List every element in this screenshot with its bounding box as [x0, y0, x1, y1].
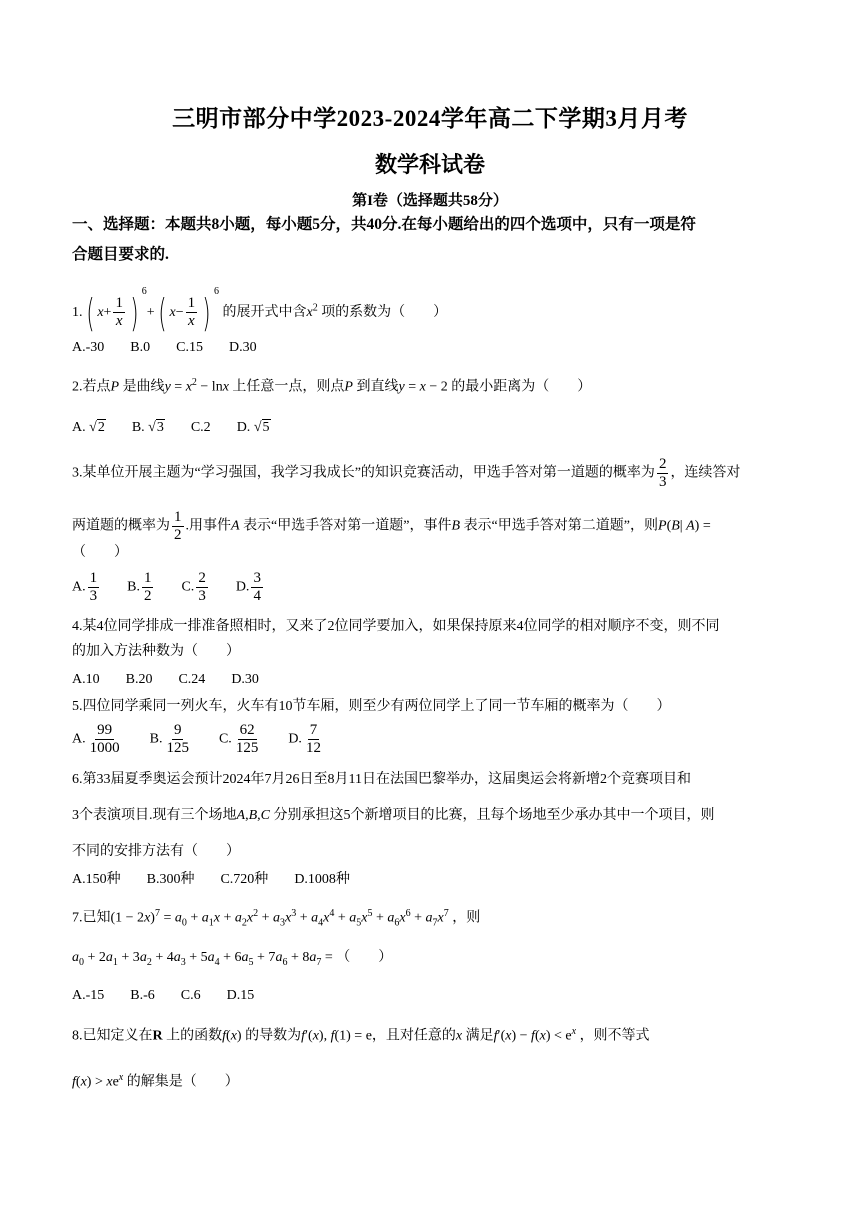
section-heading-line2: 合题目要求的. — [72, 246, 169, 263]
question-5-line1: 5.四位同学乘同一列火车，火车有10节车厢，则至少有两位同学上了同一节车厢的概率为（ ） — [72, 699, 671, 714]
option-a: A.150种 — [72, 872, 121, 887]
option-c: C.24 — [178, 672, 206, 687]
option-c: C.6 — [180, 988, 201, 1003]
question-3-line2: 两道题的概率为 $\frac{1}{2}$ .用事件A 表示“甲选手答对第一道题”，事件B 表示“甲选手答对第二道题”，则P(B| A) = — [72, 509, 711, 543]
option-d: D.30 — [231, 672, 259, 687]
question-2: 2.若点P 是曲线$y = x^2 - \ln x$ 上任意一点，则点P 到直线y = x − 2 的最小距离为（ ） — [72, 377, 592, 395]
option-a: A.-30 — [72, 340, 105, 355]
option-b: B. $\frac{9}{125}$ — [149, 722, 189, 756]
option-d: D. $\frac{7}{12}$ — [288, 722, 321, 756]
option-d: D. √5 — [236, 420, 270, 435]
question-7-line2: $a_0 + 2a_1 + 3a_2 + 4a_3 + 5a_4 + 6a_5 + 7a_6 + 8a_7$ = （ ） — [72, 950, 393, 968]
option-b: B.-6 — [130, 988, 155, 1003]
option-c: C.720种 — [220, 872, 269, 887]
question-6-options — [72, 870, 792, 890]
question-3-line1: 3.某单位开展主题为“学习强国，我学习我成长”的知识竞赛活动，甲选手答对第一道题的概率为 $\frac{2}{3}$ ，连续答对 — [72, 456, 741, 490]
question-7-options — [72, 986, 792, 1006]
option-c: C.2 — [190, 420, 211, 435]
section-heading — [72, 210, 792, 270]
option-a: A. $\frac{1}{3}$ — [72, 570, 98, 604]
option-c: C. $\frac{62}{125}$ — [218, 722, 259, 756]
option-c: C.15 — [176, 340, 203, 355]
option-a: A. $\frac{99}{1000}$ — [72, 722, 120, 756]
option-d: D. $\frac{3}{4}$ — [235, 570, 261, 604]
question-3-line3: （ ） — [72, 545, 128, 560]
question-1: 1.( x+ $\frac{1}{x}$ ) $^6$+( x− $\frac{1}{x}$ ) $^6$ 的展开式中含$x^2$ 项的系数为（ ） — [72, 286, 448, 335]
option-b: B.300种 — [146, 872, 195, 887]
option-b: B.0 — [130, 340, 151, 355]
exam-subtitle: 数学科试卷 — [374, 152, 485, 177]
question-1-options — [72, 338, 792, 358]
question-4-options — [72, 670, 792, 690]
exam-title: 三明市部分中学2023-2024学年高二下学期3月月考 — [172, 106, 688, 131]
option-a: A.-15 — [72, 988, 105, 1003]
section-heading-line1: 一、选择题：本题共8小题，每小题5分，共40分.在每小题给出的四个选项中，只有一项是符 — [72, 216, 696, 233]
option-b: B. √3 — [131, 420, 164, 435]
option-b: B. $\frac{1}{2}$ — [127, 570, 152, 604]
option-d: D.30 — [228, 340, 257, 355]
question-8-line2: $f(x) > xe^x$ 的解集是（ ） — [72, 1072, 239, 1090]
part-heading: 第I卷（选择题共58分） — [352, 193, 508, 209]
option-a: A. √2 — [72, 420, 105, 435]
option-a: A.10 — [72, 672, 100, 687]
question-6-line2: 3个表演项目.现有三个场地A,B,C 分别承担这5个新增项目的比赛，且每个场地至少承办其中一个项目，则 — [72, 808, 715, 823]
question-6-line1: 6.第33届夏季奥运会预计2024年7月26日至8月11日在法国巴黎举办，这届奥运会将新增2个竞赛项目和 — [72, 772, 691, 787]
option-c: C. $\frac{2}{3}$ — [181, 570, 206, 604]
question-6-line3: 不同的安排方法有（ ） — [72, 844, 240, 859]
question-5-options — [72, 722, 792, 757]
option-d: D.15 — [226, 988, 255, 1003]
option-d: D.1008种 — [294, 872, 350, 887]
question-8-line1: 8.已知定义在R 上的函数f(x) 的导数为f′(x), f(1) = e，且对任意的x 满足$f'(x) - f(x) < e^x$ ，则不等式 — [72, 1026, 650, 1044]
question-4-line1: 4.某4位同学排成一排准备照相时，又来了2位同学要加入，如果保持原来4位同学的相对顺序不变，则不同 — [72, 619, 720, 634]
question-3-options — [72, 570, 792, 605]
option-b: B.20 — [125, 672, 153, 687]
question-4-line2: 的加入方法种数为（ ） — [72, 644, 240, 659]
question-7-line1: 7.已知$(1 - 2x)^7 = a_0 + a_1x + a_2x^2 + a_3x^3 + a_4x^4 + a_5x^5 + a_6x^6 + a_7x^7$ ，则 — [72, 908, 481, 929]
question-2-options — [72, 418, 792, 438]
